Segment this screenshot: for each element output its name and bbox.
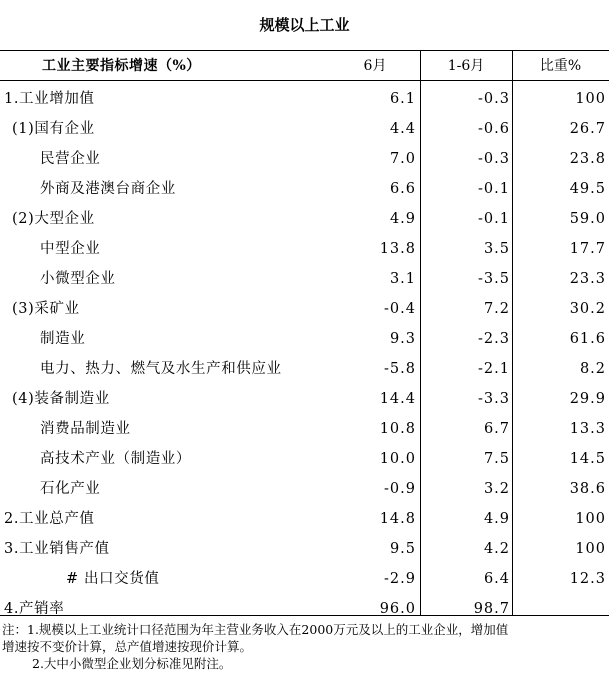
row-label: 高技术产业（制造业）	[40, 451, 191, 467]
value-june: -5.8	[384, 361, 416, 377]
row-label: # 出口交货值	[66, 571, 160, 587]
row-label: 2.工业总产值	[4, 511, 95, 527]
table-row	[0, 84, 609, 114]
value-june: 6.6	[389, 181, 416, 197]
value-june: 14.4	[379, 391, 416, 407]
table-row	[0, 414, 609, 444]
value-june: 7.0	[389, 151, 416, 167]
value-june: 10.0	[379, 451, 416, 467]
row-label: (2)大型企业	[12, 211, 95, 227]
table-row	[0, 324, 609, 354]
table-row	[0, 174, 609, 204]
value-jan-june: 3.5	[483, 241, 510, 257]
data-table-body	[0, 84, 609, 624]
table-row	[0, 144, 609, 174]
header-share: 比重%	[539, 58, 582, 74]
value-jan-june: 6.7	[483, 421, 510, 437]
value-share: 23.3	[569, 271, 606, 287]
value-share: 61.6	[569, 331, 606, 347]
table-title: 规模以上工业	[259, 16, 350, 34]
footnote-line-3: 2.大中小微型企业划分标准见附注。	[32, 656, 232, 671]
row-label: 小微型企业	[40, 271, 116, 287]
value-jan-june: -2.1	[478, 361, 510, 377]
value-share: 30.2	[569, 301, 606, 317]
value-june: 3.1	[389, 271, 416, 287]
value-june: 14.8	[379, 511, 416, 527]
row-label: 消费品制造业	[40, 421, 131, 437]
value-june: -0.9	[384, 481, 416, 497]
header-jan-june: 1-6月	[447, 58, 485, 74]
value-june: 13.8	[379, 241, 416, 257]
value-share: 59.0	[569, 211, 606, 227]
header-bottom-rule	[0, 80, 609, 81]
footnote-line-1: 注：1.规模以上工业统计口径范围为年主营业务收入在2000万元及以上的工业企业，增加值	[2, 622, 509, 637]
row-label: 中型企业	[40, 241, 101, 257]
value-share: 100	[575, 91, 606, 107]
row-label: (4)装备制造业	[12, 391, 110, 407]
table-row	[0, 504, 609, 534]
value-share: 29.9	[569, 391, 606, 407]
value-jan-june: 4.9	[483, 511, 510, 527]
value-jan-june: -2.3	[478, 331, 510, 347]
value-jan-june: -0.1	[478, 211, 510, 227]
value-jan-june: -0.3	[478, 91, 510, 107]
value-share: 14.5	[569, 451, 606, 467]
table-row	[0, 234, 609, 264]
value-share: 49.5	[569, 181, 606, 197]
value-jan-june: 98.7	[473, 601, 510, 617]
row-label: 制造业	[40, 331, 86, 347]
value-jan-june: 7.2	[483, 301, 510, 317]
value-jan-june: 4.2	[483, 541, 510, 557]
row-label: (3)采矿业	[12, 301, 80, 317]
value-share: 23.8	[569, 151, 606, 167]
table-row	[0, 564, 609, 594]
table-bottom-rule	[0, 615, 609, 616]
table-row	[0, 444, 609, 474]
value-june: 6.1	[389, 91, 416, 107]
value-jan-june: -0.3	[478, 151, 510, 167]
table-row	[0, 114, 609, 144]
value-share: 17.7	[569, 241, 606, 257]
value-share: 38.6	[569, 481, 606, 497]
value-share: 8.2	[579, 361, 606, 377]
header-june: 6月	[363, 58, 387, 74]
value-june: 4.9	[389, 211, 416, 227]
value-jan-june: 3.2	[483, 481, 510, 497]
value-june: 10.8	[379, 421, 416, 437]
footnote-line-2: 增速按不变价计算，总产值增速按现价计算。	[2, 639, 253, 654]
value-jan-june: 7.5	[483, 451, 510, 467]
row-label: 电力、热力、燃气及水生产和供应业	[40, 361, 282, 377]
row-label: 民营企业	[40, 151, 101, 167]
table-row	[0, 294, 609, 324]
value-june: -0.4	[384, 301, 416, 317]
row-label: (1)国有企业	[12, 121, 95, 137]
row-label: 4.产销率	[4, 601, 65, 617]
row-label: 石化产业	[40, 481, 101, 497]
value-june: 4.4	[389, 121, 416, 137]
value-share: 13.3	[569, 421, 606, 437]
value-june: 9.3	[389, 331, 416, 347]
value-june: 96.0	[379, 601, 416, 617]
table-top-rule	[0, 50, 609, 51]
value-jan-june: -0.1	[478, 181, 510, 197]
table-row	[0, 204, 609, 234]
row-label: 1.工业增加值	[4, 91, 95, 107]
value-june: -2.9	[384, 571, 416, 587]
value-jan-june: -3.5	[478, 271, 510, 287]
table-row	[0, 534, 609, 564]
table-row	[0, 594, 609, 624]
value-june: 9.5	[389, 541, 416, 557]
value-share: 100	[575, 541, 606, 557]
value-jan-june: -3.3	[478, 391, 510, 407]
footnotes	[2, 621, 606, 672]
value-share: 100	[575, 511, 606, 527]
table-row	[0, 474, 609, 504]
value-jan-june: 6.4	[483, 571, 510, 587]
row-label: 外商及港澳台商企业	[40, 181, 176, 197]
table-row	[0, 354, 609, 384]
table-row	[0, 264, 609, 294]
row-label: 3.工业销售产值	[4, 541, 110, 557]
value-share: 26.7	[569, 121, 606, 137]
value-share: 12.3	[569, 571, 606, 587]
header-indicator-label: 工业主要指标增速（%）	[42, 58, 201, 74]
table-row	[0, 384, 609, 414]
value-jan-june: -0.6	[478, 121, 510, 137]
